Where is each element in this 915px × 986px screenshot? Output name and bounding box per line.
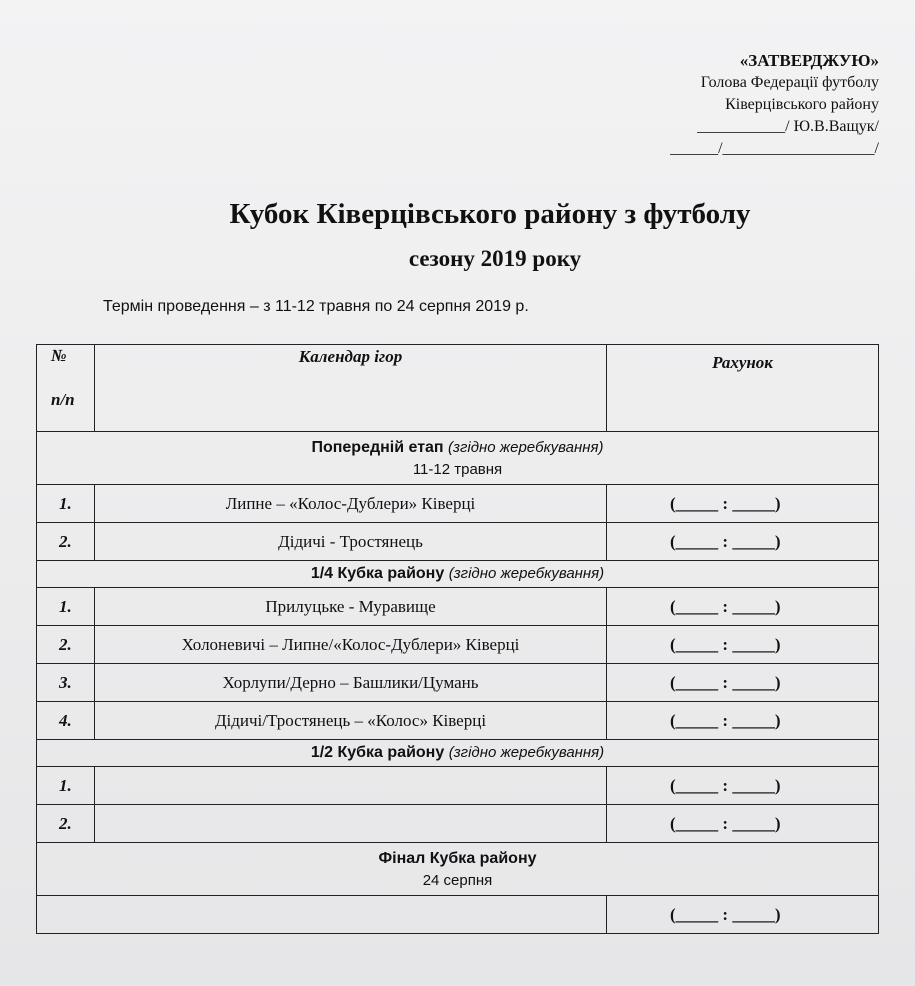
stage-cell [37, 740, 879, 767]
table-row [37, 664, 879, 702]
stage-note: (згідно жеребкування) [448, 438, 604, 456]
schedule-table [36, 344, 879, 934]
header-number-line2: п/п [51, 390, 75, 409]
stage-row [37, 561, 879, 588]
table-header-row [37, 345, 879, 432]
match-teams [95, 767, 607, 805]
stage-row [37, 740, 879, 767]
approval-line: Ківерцівського району [725, 96, 879, 113]
approval-heading: «ЗАТВЕРДЖУЮ» [739, 51, 879, 70]
approval-line: Голова Федерації футболу [700, 74, 879, 91]
score-cell [607, 588, 879, 626]
document-title: Кубок Ківерцівського району з футболу [229, 198, 751, 230]
stage-cell [37, 561, 879, 588]
stage-date: 11-12 травня [412, 460, 503, 478]
stage-name: Фінал Кубка району [378, 849, 537, 867]
score-blank: (_____ : _____) [670, 904, 781, 924]
score-blank: (_____ : _____) [670, 634, 781, 654]
approval-block [579, 50, 879, 160]
match-teams: Холоневичі – Липне/«Колос-Дублери» Ківерці [95, 626, 607, 664]
stage-row [37, 843, 879, 896]
stage-name: Попередній етап [311, 438, 444, 456]
match-teams [95, 805, 607, 843]
match-number: 2. [37, 626, 95, 664]
approval-signature-line: ___________/ Ю.В.Ващук/ [697, 118, 879, 135]
table-row [37, 767, 879, 805]
header-score: Рахунок [607, 345, 879, 432]
score-blank: (_____ : _____) [670, 813, 781, 833]
tournament-term: Термін проведення – з 11-12 травня по 24 серпня 2019 р. [103, 298, 529, 315]
table-row [37, 702, 879, 740]
score-blank: (_____ : _____) [670, 531, 781, 551]
score-blank: (_____ : _____) [670, 775, 781, 795]
score-cell [607, 664, 879, 702]
score-blank: (_____ : _____) [670, 672, 781, 692]
header-games: Календар ігор [95, 345, 607, 432]
match-number: 2. [37, 523, 95, 561]
stage-cell [37, 843, 879, 896]
document-subtitle: сезону 2019 року [408, 246, 582, 271]
match-teams: Хорлупи/Дерно – Башлики/Цумань [95, 664, 607, 702]
stage-name: 1/4 Кубка району [310, 565, 445, 582]
score-blank: (_____ : _____) [670, 493, 781, 513]
match-teams: Прилуцьке - Муравище [95, 588, 607, 626]
score-cell [607, 626, 879, 664]
match-number: 3. [37, 664, 95, 702]
stage-note: (згідно жеребкування) [448, 744, 605, 761]
table-row [37, 626, 879, 664]
match-number: 1. [37, 588, 95, 626]
score-blank: (_____ : _____) [670, 596, 781, 616]
match-number: 1. [37, 767, 95, 805]
match-teams: Дідичі/Тростянець – «Колос» Ківерці [95, 702, 607, 740]
stage-date: 24 серпня [422, 871, 493, 889]
match-teams: Липне – «Колос-Дублери» Ківерці [95, 485, 607, 523]
score-cell [607, 805, 879, 843]
score-blank: (_____ : _____) [670, 710, 781, 730]
stage-cell [37, 432, 879, 485]
score-cell [607, 485, 879, 523]
stage-row [37, 432, 879, 485]
score-cell [607, 896, 879, 934]
match-teams [37, 896, 607, 934]
match-teams: Дідичі - Тростянець [95, 523, 607, 561]
score-cell [607, 767, 879, 805]
match-number: 2. [37, 805, 95, 843]
match-number: 4. [37, 702, 95, 740]
header-number-line1: № [51, 346, 67, 365]
table-row [37, 896, 879, 934]
table-row [37, 485, 879, 523]
approval-date-line: ______/___________________/ [670, 140, 879, 157]
match-number: 1. [37, 485, 95, 523]
table-row [37, 805, 879, 843]
score-cell [607, 523, 879, 561]
table-row [37, 588, 879, 626]
score-cell [607, 702, 879, 740]
stage-note: (згідно жеребкування) [448, 565, 605, 582]
stage-name: 1/2 Кубка району [310, 744, 445, 761]
table-row [37, 523, 879, 561]
header-number [37, 345, 95, 432]
